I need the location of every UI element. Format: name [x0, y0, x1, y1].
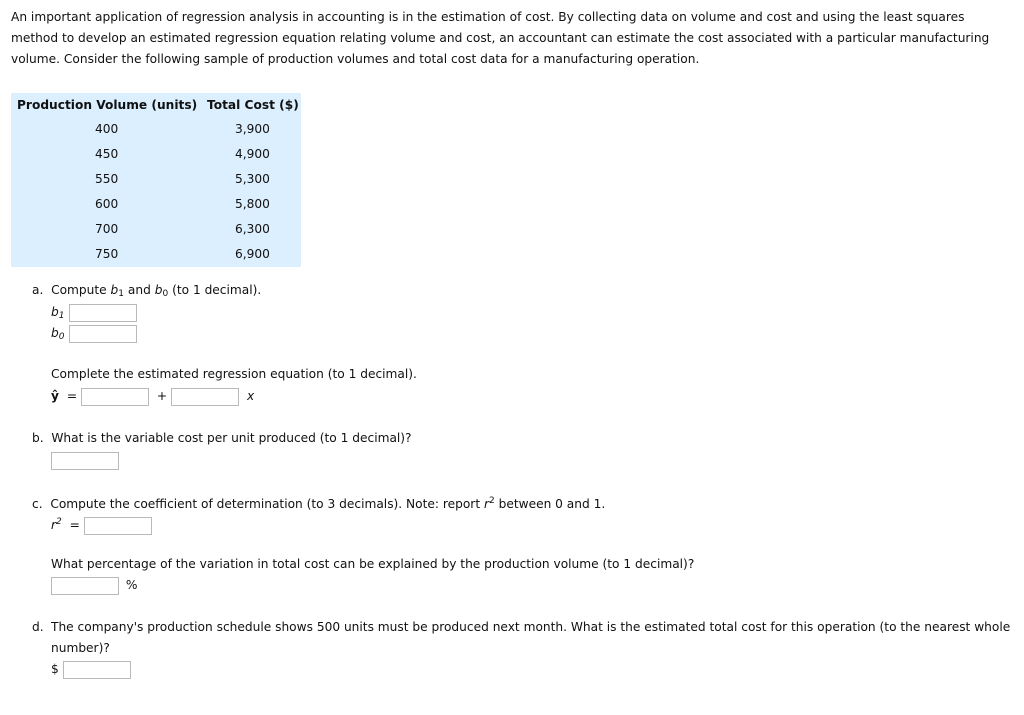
dollar-sign: $	[51, 662, 59, 676]
volume-cell: 450	[95, 147, 119, 161]
table-row	[11, 242, 301, 267]
data-table	[11, 93, 301, 267]
cost-cell: 6,900	[235, 247, 270, 261]
table-row	[11, 117, 301, 142]
cost-cell: 6,300	[235, 222, 270, 236]
cost-cell: 5,800	[235, 197, 270, 211]
b0-label: $b_0$	[51, 326, 65, 342]
estimated-cost-input[interactable]	[63, 661, 131, 679]
x-variable: x	[247, 389, 255, 403]
table-row	[11, 217, 301, 242]
volume-cell: 750	[95, 247, 119, 261]
table-row	[11, 192, 301, 217]
header-production-volume: Production Volume (units)	[17, 98, 198, 112]
y-hat-label: ŷ	[51, 389, 59, 403]
table-row	[11, 142, 301, 167]
volume-cell: 550	[95, 172, 119, 186]
variable-cost-input[interactable]	[51, 452, 119, 470]
volume-cell: 700	[95, 222, 119, 236]
slope-input[interactable]	[171, 388, 239, 406]
equals-sign: =	[69, 518, 80, 532]
cost-cell: 3,900	[235, 122, 270, 136]
r-squared-input[interactable]	[84, 517, 152, 535]
part-d-question: d. The company's production schedule shows 500 units must be produced next month. What is the estimated total cost for this operation (to the nearest whole number)?	[32, 620, 1011, 655]
volume-cell: 600	[95, 197, 119, 211]
b0-row	[51, 323, 137, 348]
part-a-question: a. Compute $b_1$ and $b_0$ (to 1 decimal).	[32, 283, 262, 299]
part-b-question: b. What is the variable cost per unit produced (to 1 decimal)?	[32, 431, 412, 445]
variable-cost-row	[51, 450, 119, 471]
equals-sign: =	[66, 389, 78, 403]
percent-row	[51, 575, 137, 596]
cost-cell: 5,300	[235, 172, 270, 186]
b1-label: $b_1$	[51, 305, 65, 321]
percent-prompt: What percentage of the variation in total cost can be explained by the production volume (to 1 decimal)?	[51, 557, 695, 571]
b1-input[interactable]	[69, 304, 137, 322]
equation-prompt: Complete the estimated regression equation (to 1 decimal).	[51, 367, 417, 381]
plus-sign: +	[156, 389, 168, 403]
r-squared-label: $r^2$	[51, 517, 62, 532]
estimated-cost-row	[51, 659, 131, 680]
r-squared-row	[51, 512, 152, 536]
cost-cell: 4,900	[235, 147, 270, 161]
equation-row	[51, 386, 254, 407]
volume-cell: 400	[95, 122, 119, 136]
percent-input[interactable]	[51, 577, 119, 595]
table-row	[11, 167, 301, 192]
intercept-input[interactable]	[81, 388, 149, 406]
header-total-cost: Total Cost ($)	[207, 98, 299, 112]
b0-input[interactable]	[69, 325, 137, 343]
part-c-question: c. Compute the coefficient of determination (to 3 decimals). Note: report $r^2$ between 0 and 1.	[32, 496, 606, 511]
intro-text: An important application of regression analysis in accounting is in the estimation of cost. By collecting data on volume and cost and using the least squares method to develop an estimated regression equation relating volume and cost, an accountant can estimate the cost associated with a particular manufacturing volume. Consider the following sample of production volumes and total cost data for a manufacturing operation.	[11, 10, 990, 66]
percent-sign: %	[125, 578, 138, 592]
